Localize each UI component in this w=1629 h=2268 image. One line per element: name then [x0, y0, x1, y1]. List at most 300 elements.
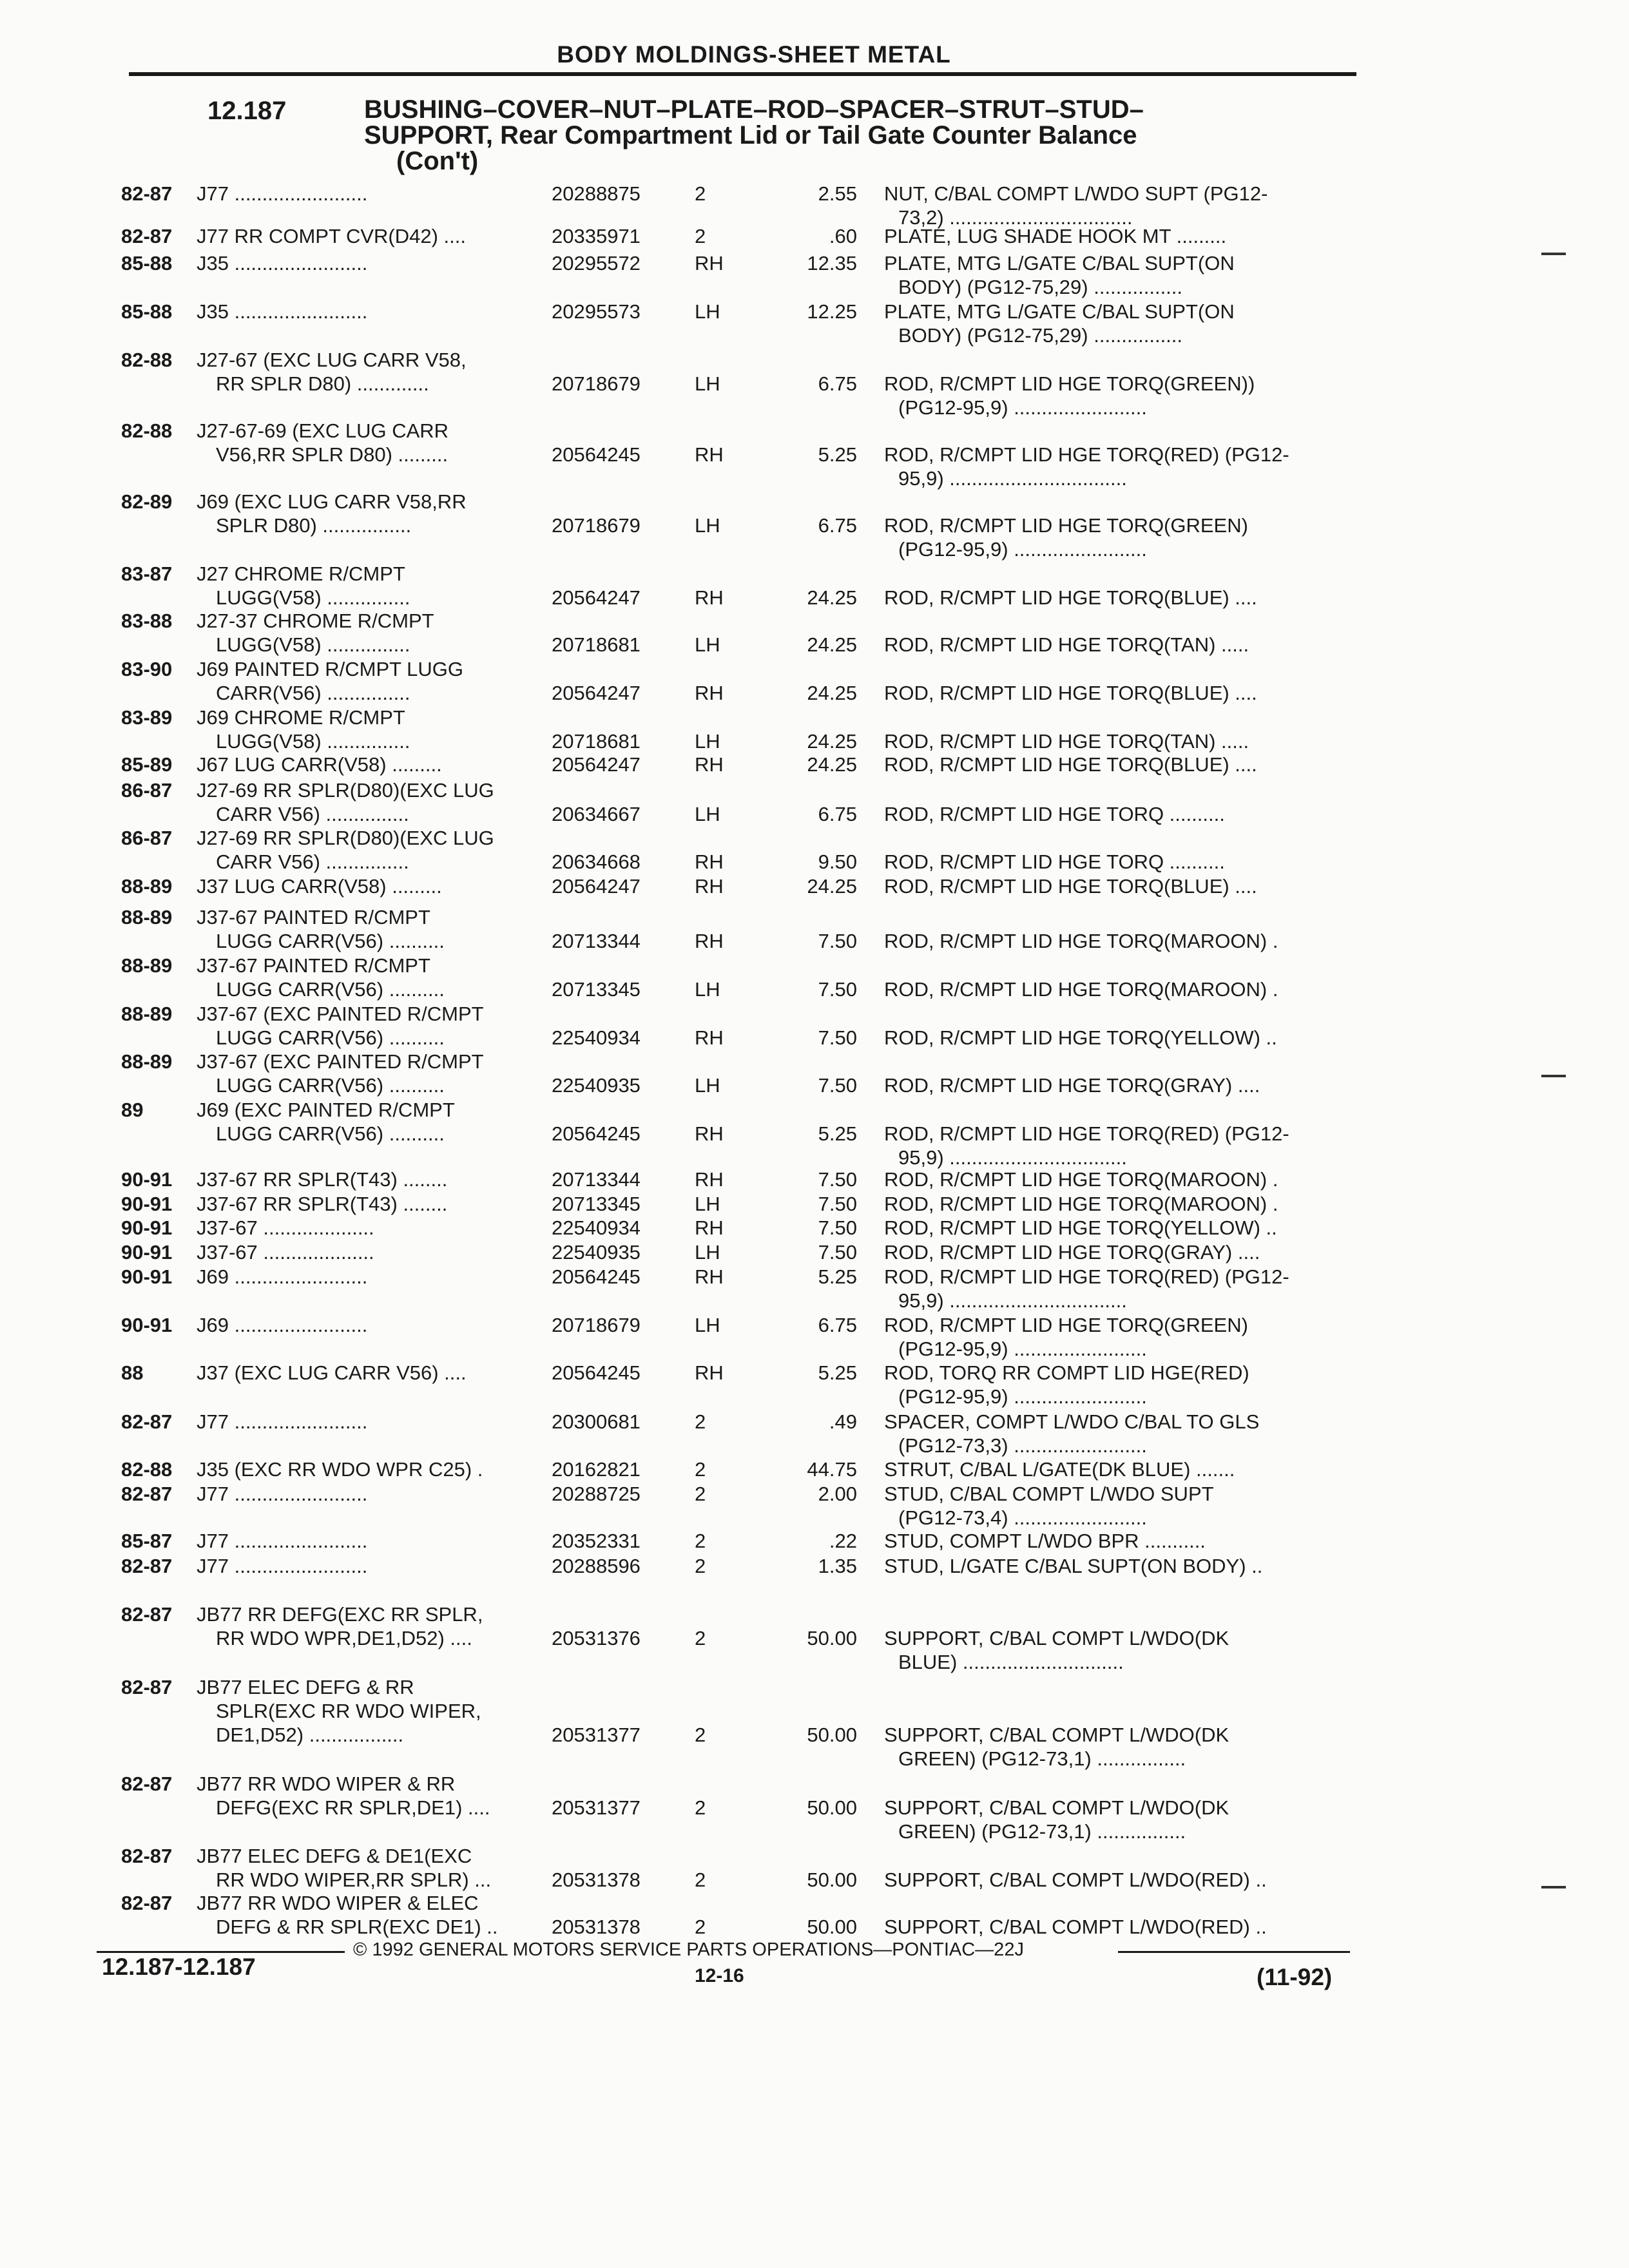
- quantity: 2: [695, 1724, 706, 1746]
- price: 7.50: [818, 1193, 857, 1215]
- application-line: J27 CHROME R/CMPT: [197, 562, 405, 585]
- section-number: 12.187: [207, 97, 287, 125]
- model-years: 85-88: [121, 252, 173, 274]
- model-years: 82-87: [121, 1483, 173, 1505]
- part-number: 20713345: [552, 1193, 641, 1215]
- price: 50.00: [807, 1869, 857, 1891]
- table-row: [0, 490, 1629, 561]
- price: 24.25: [807, 875, 857, 898]
- price: 7.50: [818, 1241, 857, 1264]
- quantity: 2: [695, 1627, 706, 1649]
- part-number: 20300681: [552, 1410, 641, 1433]
- footer-date: (11-92): [1257, 1964, 1333, 1990]
- quantity: LH: [695, 730, 720, 753]
- model-years: 82-87: [121, 1773, 173, 1795]
- part-description: [884, 1313, 1354, 1361]
- part-description-line: (PG12-95,9) ........................: [898, 538, 1147, 561]
- part-description-line: ROD, R/CMPT LID HGE TORQ ..........: [884, 803, 1225, 825]
- part-description: [884, 1529, 1354, 1553]
- quantity: 2: [695, 1410, 706, 1433]
- price: 44.75: [807, 1458, 857, 1481]
- part-description: [884, 586, 1354, 610]
- part-description-line: ROD, R/CMPT LID HGE TORQ(RED) (PG12-: [884, 443, 1289, 466]
- price: 24.25: [807, 730, 857, 753]
- quantity: LH: [695, 1314, 720, 1336]
- quantity: LH: [695, 1241, 720, 1264]
- part-number: 20295572: [552, 252, 641, 274]
- part-description: [884, 1361, 1354, 1408]
- application-line: J69 ........................: [197, 1314, 368, 1336]
- part-description-line: BLUE) .............................: [898, 1651, 1124, 1673]
- model-years: 88-89: [121, 954, 173, 977]
- footer-section-range: 12.187-12.187: [102, 1954, 256, 1980]
- application-line: J37-67 RR SPLR(T43) ........: [197, 1193, 448, 1215]
- part-description: [884, 850, 1354, 874]
- part-description: [884, 1457, 1354, 1481]
- quantity: RH: [695, 850, 724, 873]
- application-line: J77 ........................: [197, 1530, 368, 1552]
- part-description: [884, 224, 1354, 248]
- page-header-title: BODY MOLDINGS-SHEET METAL: [557, 41, 951, 68]
- price: 24.25: [807, 586, 857, 609]
- application-description: [197, 778, 548, 826]
- application-line: J35 (EXC RR WDO WPR C25) .: [197, 1458, 483, 1481]
- application-line: J67 LUG CARR(V58) .........: [197, 753, 442, 776]
- part-number: 20531377: [552, 1796, 641, 1819]
- price: 12.35: [807, 252, 857, 274]
- footer-rule-left: [97, 1951, 345, 1953]
- application-line: JB77 RR DEFG(EXC RR SPLR,: [197, 1603, 483, 1626]
- part-description-line: ROD, R/CMPT LID HGE TORQ(GRAY) ....: [884, 1241, 1260, 1264]
- part-number: 20718679: [552, 372, 641, 395]
- part-description-line: STRUT, C/BAL L/GATE(DK BLUE) .......: [884, 1458, 1235, 1481]
- price: 50.00: [807, 1796, 857, 1819]
- model-years: 83-88: [121, 610, 173, 632]
- price: 1.35: [818, 1555, 857, 1577]
- part-description-line: ROD, R/CMPT LID HGE TORQ(YELLOW) ..: [884, 1216, 1277, 1239]
- model-years: 88-89: [121, 875, 173, 898]
- application-description: [197, 1192, 548, 1216]
- table-row: [0, 1602, 1629, 1673]
- price: 5.25: [818, 1122, 857, 1145]
- application-description: [197, 1168, 548, 1191]
- quantity: 2: [695, 1555, 706, 1577]
- model-years: 82-88: [121, 349, 173, 371]
- part-number: 20718681: [552, 730, 641, 753]
- part-description-line: (PG12-95,9) ........................: [898, 1385, 1147, 1408]
- quantity: 2: [695, 1483, 706, 1505]
- price: 7.50: [818, 930, 857, 952]
- part-number: 20295573: [552, 300, 641, 323]
- application-description: [197, 1098, 548, 1146]
- part-number: 22540935: [552, 1074, 641, 1097]
- application-line: J69 (EXC PAINTED R/CMPT: [197, 1099, 455, 1121]
- application-description: [197, 300, 548, 323]
- application-line: DEFG & RR SPLR(EXC DE1) ..: [216, 1916, 498, 1938]
- application-description: [197, 1602, 548, 1650]
- price: 6.75: [818, 803, 857, 825]
- part-description: [884, 977, 1354, 1001]
- part-description: [884, 1723, 1354, 1771]
- part-description: [884, 1192, 1354, 1216]
- application-description: [197, 1457, 548, 1481]
- part-number: 20564245: [552, 1265, 641, 1288]
- price: 2.55: [818, 182, 857, 205]
- application-line: SPLR(EXC RR WDO WIPER,: [216, 1700, 481, 1722]
- price: 9.50: [818, 850, 857, 873]
- model-years: 90-91: [121, 1314, 173, 1336]
- model-years: 82-87: [121, 182, 173, 205]
- part-description: [884, 1026, 1354, 1050]
- price: 2.00: [818, 1483, 857, 1505]
- price: 7.50: [818, 1026, 857, 1049]
- application-line: CARR V56) ...............: [216, 850, 409, 873]
- footer-page-number: 12-16: [695, 1965, 744, 1986]
- application-line: LUGG CARR(V56) ..........: [216, 978, 445, 1001]
- model-years: 82-87: [121, 1845, 173, 1867]
- part-description: [884, 874, 1354, 898]
- quantity: 2: [695, 225, 706, 247]
- model-years: 82-87: [121, 1410, 173, 1433]
- application-line: J27-67 (EXC LUG CARR V58,: [197, 349, 467, 371]
- part-description: [884, 1265, 1354, 1312]
- part-number: 20531376: [552, 1627, 641, 1649]
- application-description: [197, 562, 548, 610]
- quantity: LH: [695, 1074, 720, 1097]
- quantity: LH: [695, 372, 720, 395]
- quantity: 2: [695, 1869, 706, 1891]
- application-line: JB77 RR WDO WIPER & ELEC: [197, 1892, 479, 1914]
- table-row: [0, 1772, 1629, 1843]
- application-line: J27-67-69 (EXC LUG CARR: [197, 419, 449, 442]
- part-description: [884, 1796, 1354, 1843]
- application-line: J69 PAINTED R/CMPT LUGG: [197, 658, 463, 680]
- application-description: [197, 1675, 548, 1747]
- margin-mark: [1541, 253, 1566, 255]
- part-description-line: STUD, COMPT L/WDO BPR ...........: [884, 1530, 1206, 1552]
- application-line: DEFG(EXC RR SPLR,DE1) ....: [216, 1796, 490, 1819]
- part-description-line: (PG12-95,9) ........................: [898, 396, 1147, 419]
- quantity: RH: [695, 875, 724, 898]
- application-line: V56,RR SPLR D80) .........: [216, 443, 448, 466]
- model-years: 83-89: [121, 706, 173, 729]
- table-row: [0, 1675, 1629, 1770]
- part-number: 20531377: [552, 1724, 641, 1746]
- application-description: [197, 1529, 548, 1553]
- application-line: DE1,D52) .................: [216, 1724, 404, 1746]
- part-description-line: ROD, R/CMPT LID HGE TORQ(BLUE) ....: [884, 875, 1257, 898]
- price: 12.25: [807, 300, 857, 323]
- model-years: 88: [121, 1361, 144, 1384]
- application-line: J37-67 (EXC PAINTED R/CMPT: [197, 1003, 484, 1025]
- application-line: SPLR D80) ................: [216, 514, 412, 537]
- model-years: 90-91: [121, 1241, 173, 1264]
- model-years: 85-88: [121, 300, 173, 323]
- application-description: [197, 1240, 548, 1264]
- part-description: [884, 1482, 1354, 1530]
- application-line: CARR(V56) ...............: [216, 682, 410, 704]
- application-description: [197, 826, 548, 874]
- model-years: 89: [121, 1099, 144, 1121]
- section-title-line: (Con't): [396, 147, 479, 175]
- price: 7.50: [818, 978, 857, 1001]
- part-description-line: ROD, R/CMPT LID HGE TORQ(GREEN)): [884, 372, 1255, 395]
- application-line: J77 ........................: [197, 1483, 368, 1505]
- part-description: [884, 514, 1354, 561]
- application-line: JB77 ELEC DEFG & DE1(EXC: [197, 1845, 472, 1867]
- part-number: 20564247: [552, 753, 641, 776]
- model-years: 85-89: [121, 753, 173, 776]
- part-description-line: ROD, R/CMPT LID HGE TORQ(TAN) .....: [884, 633, 1249, 656]
- quantity: RH: [695, 930, 724, 952]
- part-number: 20718679: [552, 1314, 641, 1336]
- application-line: LUGG CARR(V56) ..........: [216, 930, 445, 952]
- part-number: 20288596: [552, 1555, 641, 1577]
- part-number: 20564245: [552, 1122, 641, 1145]
- part-description: [884, 1915, 1354, 1939]
- part-description-line: ROD, TORQ RR COMPT LID HGE(RED): [884, 1361, 1249, 1384]
- part-description-line: STUD, C/BAL COMPT L/WDO SUPT: [884, 1483, 1214, 1505]
- part-description: [884, 1410, 1354, 1457]
- price: 50.00: [807, 1916, 857, 1938]
- quantity: RH: [695, 1216, 724, 1239]
- part-description-line: PLATE, MTG L/GATE C/BAL SUPT(ON: [884, 300, 1235, 323]
- model-years: 82-88: [121, 419, 173, 442]
- model-years: 90-91: [121, 1216, 173, 1239]
- quantity: RH: [695, 1265, 724, 1288]
- application-description: [197, 954, 548, 1001]
- quantity: RH: [695, 443, 724, 466]
- part-description: [884, 372, 1354, 419]
- part-description-line: 73,2) .................................: [898, 206, 1133, 229]
- quantity: 2: [695, 1530, 706, 1552]
- header-rule: [129, 72, 1356, 76]
- model-years: 88-89: [121, 1050, 173, 1073]
- part-number: 22540934: [552, 1026, 641, 1049]
- application-line: J69 ........................: [197, 1265, 368, 1288]
- application-line: LUGG CARR(V56) ..........: [216, 1026, 445, 1049]
- part-description: [884, 1168, 1354, 1191]
- application-line: J37 LUG CARR(V58) .........: [197, 875, 442, 898]
- part-description-line: BODY) (PG12-75,29) ................: [898, 276, 1183, 298]
- part-description-line: SUPPORT, C/BAL COMPT L/WDO(DK: [884, 1796, 1229, 1819]
- application-line: J27-69 RR SPLR(D80)(EXC LUG: [197, 779, 494, 802]
- application-description: [197, 419, 548, 466]
- part-description: [884, 443, 1354, 490]
- price: 7.50: [818, 1216, 857, 1239]
- price: .49: [829, 1410, 857, 1433]
- quantity: 2: [695, 182, 706, 205]
- application-line: LUGG CARR(V56) ..........: [216, 1122, 445, 1145]
- quantity: LH: [695, 514, 720, 537]
- price: .60: [829, 225, 857, 247]
- quantity: RH: [695, 1122, 724, 1145]
- part-description: [884, 1216, 1354, 1240]
- application-description: [197, 1891, 548, 1939]
- model-years: 82-87: [121, 1603, 173, 1626]
- model-years: 90-91: [121, 1193, 173, 1215]
- application-description: [197, 874, 548, 898]
- model-years: 82-87: [121, 1676, 173, 1698]
- price: 7.50: [818, 1074, 857, 1097]
- part-description-line: ROD, R/CMPT LID HGE TORQ ..........: [884, 850, 1225, 873]
- model-years: 83-87: [121, 562, 173, 585]
- quantity: RH: [695, 1361, 724, 1384]
- part-description: [884, 300, 1354, 347]
- application-line: JB77 RR WDO WIPER & RR: [197, 1773, 456, 1795]
- part-description-line: SUPPORT, C/BAL COMPT L/WDO(DK: [884, 1627, 1229, 1649]
- part-description: [884, 802, 1354, 826]
- application-line: J35 ........................: [197, 252, 368, 274]
- application-description: [197, 1772, 548, 1820]
- application-line: JB77 ELEC DEFG & RR: [197, 1676, 414, 1698]
- part-description-line: PLATE, MTG L/GATE C/BAL SUPT(ON: [884, 252, 1235, 274]
- quantity: 2: [695, 1458, 706, 1481]
- table-row: [0, 1098, 1629, 1169]
- part-number: 20564245: [552, 1361, 641, 1384]
- price: 7.50: [818, 1168, 857, 1191]
- part-description-line: SUPPORT, C/BAL COMPT L/WDO(RED) ..: [884, 1916, 1267, 1938]
- price: 24.25: [807, 633, 857, 656]
- part-description: [884, 1073, 1354, 1097]
- part-description-line: SPACER, COMPT L/WDO C/BAL TO GLS: [884, 1410, 1260, 1433]
- quantity: LH: [695, 1193, 720, 1215]
- part-number: 20531378: [552, 1869, 641, 1891]
- application-line: J37-67 ....................: [197, 1216, 374, 1239]
- table-row: [0, 348, 1629, 419]
- quantity: LH: [695, 633, 720, 656]
- application-line: J37-67 RR SPLR(T43) ........: [197, 1168, 448, 1191]
- part-description: [884, 1554, 1354, 1578]
- part-description: [884, 681, 1354, 705]
- section-title-line: SUPPORT, Rear Compartment Lid or Tail Gate Counter Balance: [364, 121, 1137, 149]
- application-line: J69 (EXC LUG CARR V58,RR: [197, 490, 467, 513]
- application-line: J77 ........................: [197, 1410, 368, 1433]
- quantity: RH: [695, 1168, 724, 1191]
- price: 50.00: [807, 1724, 857, 1746]
- application-description: [197, 1844, 548, 1892]
- price: 6.75: [818, 514, 857, 537]
- application-line: J77 ........................: [197, 1555, 368, 1577]
- application-description: [197, 224, 548, 248]
- part-description-line: 95,9) ................................: [898, 467, 1127, 490]
- price: 5.25: [818, 443, 857, 466]
- part-description-line: ROD, R/CMPT LID HGE TORQ(MAROON) .: [884, 978, 1278, 1001]
- part-number: 20564247: [552, 682, 641, 704]
- application-description: [197, 753, 548, 776]
- application-line: LUGG CARR(V56) ..........: [216, 1074, 445, 1097]
- part-description: [884, 929, 1354, 953]
- quantity: LH: [695, 978, 720, 1001]
- part-description-line: 95,9) ................................: [898, 1146, 1127, 1169]
- part-description-line: BODY) (PG12-75,29) ................: [898, 324, 1183, 347]
- quantity: RH: [695, 753, 724, 776]
- part-number: 20564247: [552, 875, 641, 898]
- application-line: RR WDO WPR,DE1,D52) ....: [216, 1627, 472, 1649]
- part-description-line: GREEN) (PG12-73,1) ................: [898, 1820, 1186, 1843]
- part-description-line: ROD, R/CMPT LID HGE TORQ(BLUE) ....: [884, 753, 1257, 776]
- part-description: [884, 633, 1354, 657]
- application-description: [197, 1216, 548, 1240]
- part-number: 20634668: [552, 850, 641, 873]
- model-years: 82-87: [121, 1555, 173, 1577]
- quantity: RH: [695, 1026, 724, 1049]
- part-description-line: ROD, R/CMPT LID HGE TORQ(BLUE) ....: [884, 682, 1257, 704]
- model-years: 85-87: [121, 1530, 173, 1552]
- price: .22: [829, 1530, 857, 1552]
- part-description-line: ROD, R/CMPT LID HGE TORQ(YELLOW) ..: [884, 1026, 1277, 1049]
- part-number: 20162821: [552, 1458, 641, 1481]
- part-description-line: SUPPORT, C/BAL COMPT L/WDO(DK: [884, 1724, 1229, 1746]
- quantity: 2: [695, 1796, 706, 1819]
- application-line: J37-67 (EXC PAINTED R/CMPT: [197, 1050, 484, 1073]
- application-line: CARR V56) ...............: [216, 803, 409, 825]
- application-line: RR WDO WIPER,RR SPLR) ...: [216, 1869, 492, 1891]
- application-line: RR SPLR D80) .............: [216, 372, 429, 395]
- application-line: LUGG(V58) ...............: [216, 586, 410, 609]
- application-line: J35 ........................: [197, 300, 368, 323]
- part-number: 20288725: [552, 1483, 641, 1505]
- application-line: J37-67 ....................: [197, 1241, 374, 1264]
- model-years: 90-91: [121, 1265, 173, 1288]
- application-line: LUGG(V58) ...............: [216, 730, 410, 753]
- application-description: [197, 609, 548, 657]
- part-description-line: ROD, R/CMPT LID HGE TORQ(MAROON) .: [884, 1193, 1278, 1215]
- part-description-line: ROD, R/CMPT LID HGE TORQ(MAROON) .: [884, 930, 1278, 952]
- price: 24.25: [807, 753, 857, 776]
- application-description: [197, 1554, 548, 1578]
- section-title-line: BUSHING–COVER–NUT–PLATE–ROD–SPACER–STRUT–STUD–: [364, 95, 1144, 124]
- part-description-line: ROD, R/CMPT LID HGE TORQ(RED) (PG12-: [884, 1265, 1289, 1288]
- part-description: [884, 1122, 1354, 1169]
- application-description: [197, 348, 548, 396]
- quantity: 2: [695, 1916, 706, 1938]
- price: 24.25: [807, 682, 857, 704]
- model-years: 82-87: [121, 225, 173, 247]
- application-line: J37-67 PAINTED R/CMPT: [197, 954, 430, 977]
- model-years: 83-90: [121, 658, 173, 680]
- part-number: 20634667: [552, 803, 641, 825]
- model-years: 90-91: [121, 1168, 173, 1191]
- price: 6.75: [818, 1314, 857, 1336]
- part-number: 22540934: [552, 1216, 641, 1239]
- model-years: 86-87: [121, 827, 173, 849]
- part-description-line: ROD, R/CMPT LID HGE TORQ(BLUE) ....: [884, 586, 1257, 609]
- quantity: RH: [695, 682, 724, 704]
- part-number: 20288875: [552, 182, 641, 205]
- part-description: [884, 753, 1354, 776]
- part-description-line: STUD, L/GATE C/BAL SUPT(ON BODY) ..: [884, 1555, 1263, 1577]
- model-years: 82-88: [121, 1458, 173, 1481]
- application-description: [197, 1002, 548, 1050]
- part-description-line: SUPPORT, C/BAL COMPT L/WDO(RED) ..: [884, 1869, 1267, 1891]
- application-description: [197, 1265, 548, 1289]
- application-description: [197, 905, 548, 953]
- application-line: J77 ........................: [197, 182, 368, 205]
- part-description: [884, 182, 1354, 229]
- application-description: [197, 1050, 548, 1097]
- part-number: 20564245: [552, 443, 641, 466]
- application-line: J37 (EXC LUG CARR V56) ....: [197, 1361, 467, 1384]
- application-description: [197, 490, 548, 537]
- part-description-line: 95,9) ................................: [898, 1289, 1127, 1312]
- part-description-line: PLATE, LUG SHADE HOOK MT .........: [884, 225, 1227, 247]
- part-description-line: ROD, R/CMPT LID HGE TORQ(MAROON) .: [884, 1168, 1278, 1191]
- part-number: 20713344: [552, 1168, 641, 1191]
- price: 50.00: [807, 1627, 857, 1649]
- application-description: [197, 706, 548, 753]
- model-years: 82-89: [121, 490, 173, 513]
